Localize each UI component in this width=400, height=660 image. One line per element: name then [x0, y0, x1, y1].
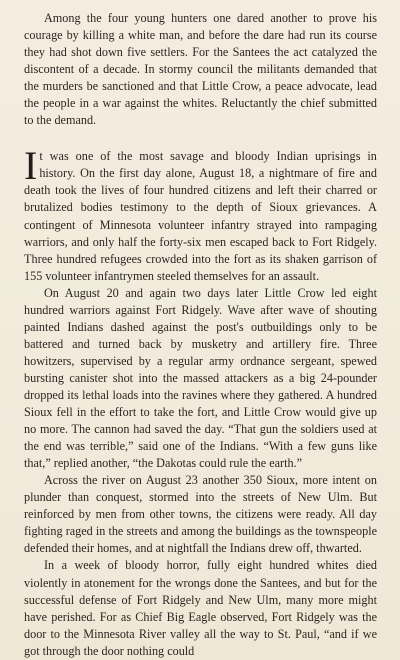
paragraph-4: Across the river on August 23 another 350 Sioux, more intent on plunder than conquest, stormed into the streets of New Ulm. But reinforced by men from other towns, the citizens were ready. All day fighting raged in the streets and among the buildings as the townspeople defended their homes, and at nightfall the Indians drew off, thwarted. — [24, 473, 377, 556]
paragraph-5: In a week of bloody horror, fully eight hundred whites died violently in atonement for the wrongs done the Santees, and but for the successful defense of Fort Ridgely and New Ulm, many more might have perished. For as Chief Big Eagle observed, Fort Ridgely was the door to the Minnesota River valley all the way to St. Paul, “and if we got through the door nothing could — [24, 558, 377, 658]
paragraph-2 — [24, 143, 377, 284]
paragraph-3: On August 20 and again two days later Little Crow led eight hundred warriors against Fort Ridgely. Wave after wave of shouting painted Indians dashed against the post's outbuildings only to be battered and turned back by musketry and artillery fire. Three howitzers, supervised by a regular army ordnance sergeant, spewed bursting canister shot into the massed attackers as a big 24-pounder dropped its lethal loads into the ravines where they gathered. A hundred Sioux fell in the effort to take the fort, and Little Crow would give up no more. The cannon had saved the day. “That gun the soldiers used at the end was terrible,” said one of the Indians. “With a few guns like that,” replied another, “the Dakotas could rule the earth.” — [24, 285, 377, 471]
section-break — [24, 129, 377, 148]
paragraph-2-text: t was one of the most savage and bloody Indian uprisings in history. On the first day alone, August 18, a nightmare of fire and death took the lives of four hundred citizens and left their charred or brutalized bodies testimony to the depth of Sioux grievances. A contingent of Minnesota volunteer infantry strayed into rampaging warriors, and only half the forty-six men escaped back to Fort Ridgely. Three hundred refugees crowded into the fort as its shaken garrison of 155 volunteer infantrymen steeled themselves for an assault. — [24, 149, 377, 283]
drop-cap-initial: I — [24, 143, 38, 189]
paragraph-1: Among the four young hunters one dared another to prove his courage by killing a white man, and before the dare had run its course they had shot down five settlers. For the Santees the act catalyzed the discontent of a decade. In stormy council the militants demanded that the murders be sanctioned and that Little Crow, a peace advocate, lead the people in a war against the whites. Reluctantly the chief submitted to the demand. — [24, 11, 377, 128]
